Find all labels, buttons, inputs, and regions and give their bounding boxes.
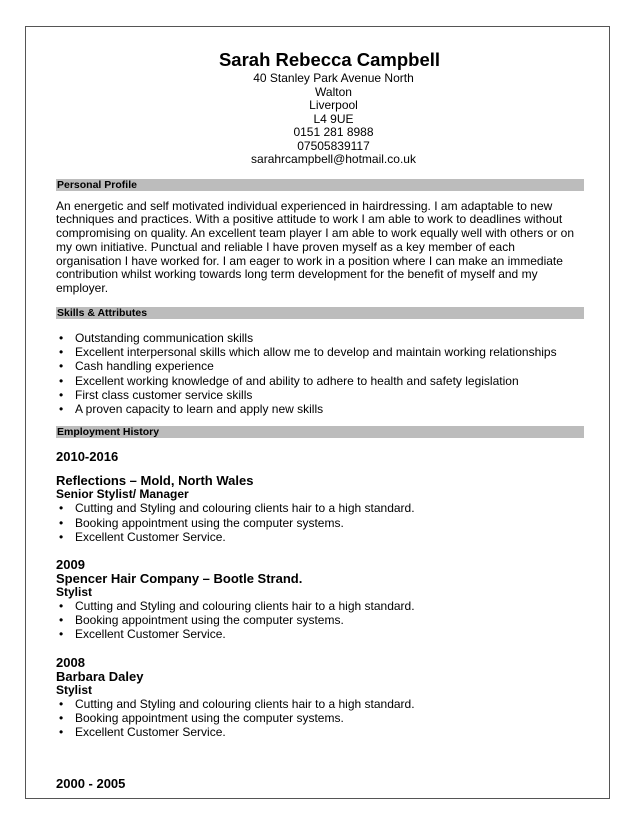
duties-list	[56, 501, 583, 544]
list-item: • Cutting and Styling and colouring clients hair to a high standard.	[56, 599, 583, 613]
job-entry	[56, 557, 583, 642]
list-item: • Excellent Customer Service.	[56, 725, 583, 739]
job-company: Reflections – Mold, North Wales	[56, 473, 254, 489]
list-item: • Cutting and Styling and colouring clients hair to a high standard.	[56, 501, 583, 515]
duties-list	[56, 697, 583, 740]
job-role: Stylist	[56, 584, 93, 599]
list-item: • Excellent Customer Service.	[56, 530, 583, 544]
list-item: • A proven capacity to learn and apply new skills	[56, 402, 583, 416]
list-item: • First class customer service skills	[56, 388, 583, 402]
cv-document	[56, 48, 583, 791]
job-company: Spencer Hair Company – Bootle Strand.	[56, 570, 303, 586]
list-item: • Excellent working knowledge of and ability to adhere to health and safety legislation	[56, 374, 583, 388]
job-role: Stylist	[56, 682, 93, 697]
job-company: Barbara Daley	[56, 668, 144, 684]
address-line: Liverpool	[309, 98, 358, 112]
job-years: 2008	[56, 654, 85, 670]
list-item: • Outstanding communication skills	[56, 331, 583, 345]
list-item: • Booking appointment using the computer systems.	[56, 516, 583, 530]
list-item: • Excellent interpersonal skills which allow me to develop and maintain working relationships	[56, 345, 583, 359]
profile-text: An energetic and self motivated individual experienced in hairdressing. I am adaptable to new techniques and practices. With a positive attitude to work I am able to work to deadlines without compromising on quality. An excellent team player I am able to work equally well with others or on my own initiative. Punctual and reliable I have proven myself as a key member of each organisation I have worked for. I am eager to work in a position where I can make an immediate contribution whilst working towards long term development for the benefit of myself and my employer.	[56, 198, 575, 296]
address-line: L4 9UE	[313, 111, 354, 126]
job-years: 2010-2016	[56, 449, 119, 465]
job-role: Senior Stylist/ Manager	[56, 487, 189, 502]
mobile-number: 07505839117	[297, 138, 370, 153]
section-heading-employment: Employment History	[56, 426, 584, 438]
duties-list	[56, 599, 583, 642]
list-item: • Booking appointment using the computer systems.	[56, 613, 583, 627]
list-item: • Booking appointment using the computer systems.	[56, 711, 583, 725]
section-heading-profile: Personal Profile	[56, 179, 584, 191]
candidate-name: Sarah Rebecca Campbell	[218, 49, 441, 70]
phone-number: 0151 281 8988	[293, 125, 374, 139]
contact-block	[56, 72, 583, 167]
list-item: • Cash handling experience	[56, 359, 583, 373]
email-address: sarahrcampbell@hotmail.co.uk	[251, 152, 416, 166]
address-line: 40 Stanley Park Avenue North	[253, 71, 414, 85]
job-years: 2000 - 2005	[56, 776, 126, 792]
section-heading-skills: Skills & Attributes	[56, 307, 584, 319]
job-years: 2009	[56, 556, 85, 572]
list-item: • Excellent Customer Service.	[56, 627, 583, 641]
list-item: • Cutting and Styling and colouring clients hair to a high standard.	[56, 697, 583, 711]
job-entry	[56, 449, 583, 544]
job-entry	[56, 655, 583, 740]
skills-list	[56, 331, 583, 416]
address-line: Walton	[315, 84, 352, 99]
